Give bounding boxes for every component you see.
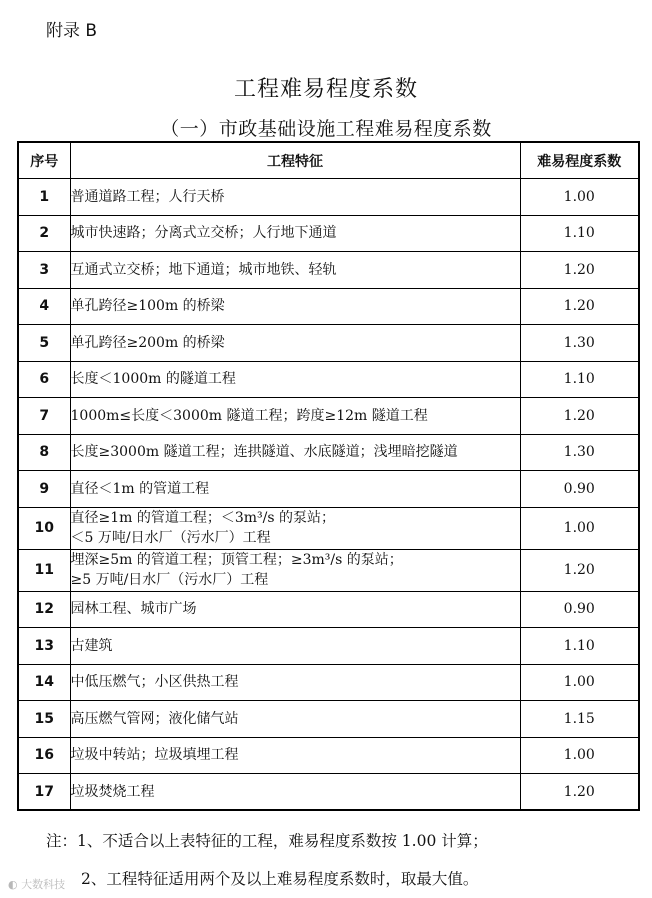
row-coefficient: 0.90	[520, 591, 639, 628]
feature-line: ＜5 万吨/日水厂（污水厂）工程	[70, 530, 271, 546]
row-number: 4	[18, 288, 70, 325]
table-row	[18, 215, 639, 252]
row-feature	[70, 471, 520, 508]
row-coefficient: 1.20	[520, 774, 639, 811]
table-row	[18, 361, 639, 398]
row-feature	[70, 252, 520, 289]
row-coefficient: 1.20	[520, 288, 639, 325]
row-coefficient: 1.20	[520, 252, 639, 289]
feature-line: 直径＜1m 的管道工程	[70, 480, 210, 497]
note-1: 注：1、不适合以上表特征的工程，难易程度系数按 1.00 计算；	[46, 832, 488, 850]
header-coef: 难易程度系数	[520, 142, 639, 179]
table-row	[18, 252, 639, 289]
row-feature	[70, 591, 520, 628]
row-coefficient: 0.90	[520, 471, 639, 508]
row-coefficient: 1.20	[520, 398, 639, 435]
row-coefficient: 1.10	[520, 628, 639, 665]
row-number: 17	[18, 774, 70, 811]
row-feature	[70, 398, 520, 435]
feature-line: 古建筑	[70, 637, 113, 654]
row-feature	[70, 288, 520, 325]
row-coefficient: 1.00	[520, 179, 639, 216]
row-number: 1	[18, 179, 70, 216]
feature-line: 中低压燃气；小区供热工程	[70, 674, 239, 691]
table-row	[18, 325, 639, 362]
feature-line: 单孔跨径≥200m 的桥梁	[70, 334, 225, 351]
feature-line: ≥5 万吨/日水厂（污水厂）工程	[70, 572, 269, 588]
watermark-logo: ◐ 大数科技	[8, 878, 66, 891]
header-feature: 工程特征	[70, 142, 520, 179]
row-coefficient: 1.00	[520, 507, 639, 549]
row-number: 15	[18, 701, 70, 738]
row-feature	[70, 628, 520, 665]
row-coefficient: 1.20	[520, 549, 639, 591]
header-no: 序号	[18, 142, 70, 179]
table-row	[18, 471, 639, 508]
row-feature	[70, 361, 520, 398]
row-feature	[70, 737, 520, 774]
row-number: 13	[18, 628, 70, 665]
difficulty-coefficient-table	[17, 141, 640, 811]
row-number: 11	[18, 549, 70, 591]
row-feature	[70, 774, 520, 811]
feature-line: 高压燃气管网；液化储气站	[70, 710, 239, 727]
row-feature	[70, 179, 520, 216]
row-coefficient: 1.00	[520, 664, 639, 701]
appendix-label: 附录 B	[46, 21, 98, 41]
row-coefficient: 1.15	[520, 701, 639, 738]
feature-line: 园林工程、城市广场	[70, 601, 197, 618]
feature-line: 垃圾焚烧工程	[70, 783, 155, 800]
feature-line: 城市快速路；分离式立交桥；人行地下通道	[70, 225, 337, 242]
row-number: 10	[18, 507, 70, 549]
table-row	[18, 664, 639, 701]
row-coefficient: 1.00	[520, 737, 639, 774]
table-row	[18, 737, 639, 774]
feature-line: 1000m≤长度＜3000m 隧道工程；跨度≥12m 隧道工程	[70, 407, 428, 424]
row-coefficient: 1.30	[520, 434, 639, 471]
row-feature	[70, 664, 520, 701]
table-row	[18, 398, 639, 435]
table-row	[18, 434, 639, 471]
row-number: 8	[18, 434, 70, 471]
table-row	[18, 628, 639, 665]
row-feature	[70, 325, 520, 362]
feature-line: 直径≥1m 的管道工程；＜3m³/s 的泵站；	[70, 510, 336, 526]
row-feature	[70, 701, 520, 738]
feature-line: 长度＜1000m 的隧道工程	[70, 371, 236, 388]
row-number: 6	[18, 361, 70, 398]
table-row	[18, 701, 639, 738]
feature-line: 埋深≥5m 的管道工程；顶管工程；≥3m³/s 的泵站；	[70, 552, 403, 568]
row-number: 16	[18, 737, 70, 774]
row-number: 3	[18, 252, 70, 289]
watermark-text: 大数科技	[21, 878, 66, 891]
row-number: 14	[18, 664, 70, 701]
note-2: 2、工程特征适用两个及以上难易程度系数时，取最大值。	[81, 870, 479, 888]
row-feature	[70, 549, 520, 591]
row-number: 7	[18, 398, 70, 435]
row-coefficient: 1.30	[520, 325, 639, 362]
row-number: 2	[18, 215, 70, 252]
row-number: 12	[18, 591, 70, 628]
row-feature	[70, 434, 520, 471]
table-row	[18, 288, 639, 325]
feature-line: 普通道路工程；人行天桥	[70, 188, 225, 205]
row-number: 9	[18, 471, 70, 508]
table-row	[18, 591, 639, 628]
feature-line: 垃圾中转站；垃圾填埋工程	[70, 747, 239, 764]
row-coefficient: 1.10	[520, 215, 639, 252]
row-coefficient: 1.10	[520, 361, 639, 398]
feature-line: 长度≥3000m 隧道工程；连拱隧道、水底隧道；浅埋暗挖隧道	[70, 444, 458, 461]
page-title: 工程难易程度系数	[233, 77, 418, 102]
row-feature	[70, 507, 520, 549]
row-feature	[70, 215, 520, 252]
table-subtitle: （一）市政基础设施工程难易程度系数	[160, 118, 492, 140]
table-row	[18, 549, 639, 591]
feature-line: 单孔跨径≥100m 的桥梁	[70, 298, 225, 315]
table-body	[18, 179, 639, 811]
row-number: 5	[18, 325, 70, 362]
table-row	[18, 179, 639, 216]
feature-line: 互通式立交桥；地下通道；城市地铁、轻轨	[70, 261, 337, 278]
table-row	[18, 507, 639, 549]
table-row	[18, 774, 639, 811]
